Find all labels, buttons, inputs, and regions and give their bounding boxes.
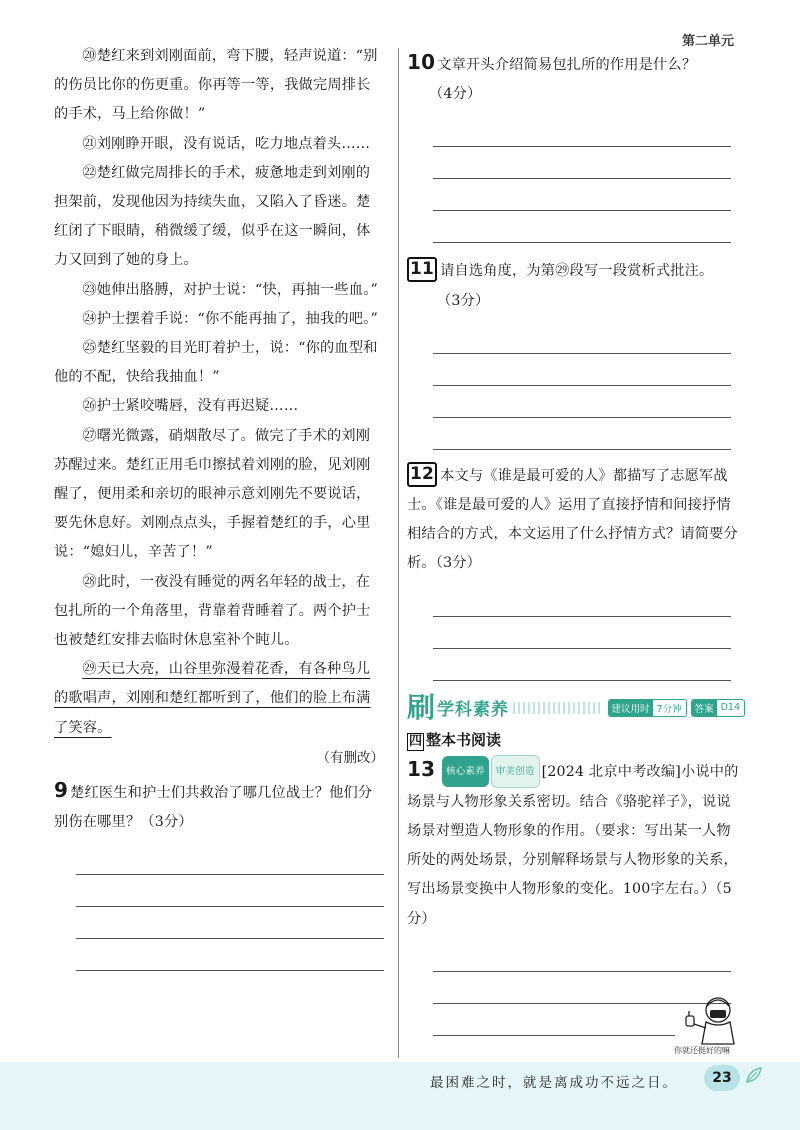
question-13-text: [2024 北京中考改编]小说中的场景与人物形象关系密切。结合《骆驼祥子》，说说场景对塑造人物形象的作用。（要求：写出某一人物所处的两处场景，分别解释场景与人物形象的关系，写出场景变换中人物形象的变化。100字左右。）（5分） <box>407 763 739 927</box>
answer-line[interactable] <box>433 1004 675 1036</box>
answer-line[interactable] <box>76 907 384 939</box>
question-9 <box>54 776 384 837</box>
question-12-text: 本文与《谁是最可爱的人》都描写了志愿军战士。《谁是最可爱的人》运用了直接抒情和间接抒情相结合的方式，本文运用了什么抒情方式？请简要分析。（3分） <box>407 467 738 572</box>
question-10-answer-area[interactable] <box>407 115 745 243</box>
footer-band <box>0 1062 800 1130</box>
unit-label: 第二单元 <box>681 34 734 49</box>
leaf-icon <box>743 1064 765 1086</box>
brush-icon: 刷 <box>407 690 436 724</box>
column-divider <box>398 48 399 1058</box>
passage-paragraph-28: ㉘此时，一夜没有睡觉的两名年轻的战士，在包扎所的一个角落里，背靠着背睡着了。两个护士也被楚红安排去临时休息室补个盹儿。 <box>54 573 371 649</box>
passage-paragraph-22: ㉒楚红做完周排长的手术，疲惫地走到刘刚的担架前，发现他因为持续失血，又陷入了昏迷。楚红闭了下眼睛，稍微缓了缓，似乎在这一瞬间，体力又回到了她的身上。 <box>54 164 371 269</box>
answer-line[interactable] <box>433 322 731 354</box>
aesthetic-creation-tag: 审美创造 <box>491 755 540 788</box>
answer-line[interactable] <box>433 147 731 179</box>
question-11 <box>407 257 745 286</box>
question-10-score: （4分） <box>429 86 482 103</box>
right-column <box>407 48 745 1100</box>
answer-line[interactable] <box>433 585 731 617</box>
answer-line[interactable] <box>433 649 731 681</box>
subsection-label: 整本书阅读 <box>426 730 502 749</box>
passage-paragraph-23: ㉓她伸出胳膊，对护士说：“快，再抽一些血。” <box>82 281 378 298</box>
answer-line[interactable] <box>433 940 731 972</box>
answer-value: D14 <box>717 701 744 714</box>
passage-paragraph-21: ㉑刘刚睁开眼，没有说话，吃力地点着头…… <box>82 135 371 152</box>
footer-motto: 最困难之时，就是离成功不远之日。 <box>430 1075 678 1091</box>
answer-line[interactable] <box>433 418 731 450</box>
left-column <box>54 42 384 971</box>
answer-line[interactable] <box>433 617 731 649</box>
passage-paragraph-27: ㉗曙光微露，硝烟散尽了。做完了手术的刘刚苏醒过来。楚红正用毛巾擦拭着刘刚的脸，见刘刚醒了，便用柔和亲切的眼神示意刘刚先不要说话，要先休息好。刘刚点点头，手握着楚红的手，心里说：“媳妇儿，辛苦了！” <box>54 427 371 561</box>
question-9-answer-area[interactable] <box>54 843 384 971</box>
question-10-text: 文章开头介绍简易包扎所的作用是什么？ <box>437 57 697 73</box>
page-number: 23 <box>704 1065 740 1091</box>
sticker-caption: 你就还挺好的嘛 <box>674 1046 730 1055</box>
question-12-number: 12 <box>407 462 437 487</box>
answer-line[interactable] <box>433 211 731 243</box>
passage-paragraph-20: ⑳楚红来到刘刚面前，弯下腰，轻声说道：“别的伤员比你的伤更重。你再等一等，我做完周排长的手术，马上给你做！” <box>54 48 378 123</box>
passage-paragraph-25: ㉕楚红坚毅的目光盯着护士，说：“你的血型和他的不配，快给我抽血！” <box>54 340 378 386</box>
answer-line[interactable] <box>433 179 731 211</box>
question-9-number: 9 <box>54 777 69 802</box>
question-11-answer-area[interactable] <box>407 322 745 450</box>
question-10 <box>407 48 745 80</box>
question-11-text: 请自选角度，为第㉙段写一段赏析式批注。 <box>440 263 714 280</box>
question-11-number: 11 <box>407 257 437 282</box>
source-note: （有删改） <box>316 749 384 766</box>
answer-badge <box>691 699 745 717</box>
time-value: 7分钟 <box>653 700 686 716</box>
subsection-number: 四 <box>409 733 423 749</box>
question-12 <box>407 462 745 579</box>
answer-line[interactable] <box>433 115 731 147</box>
answer-label: 答案 <box>692 700 717 716</box>
section-title: 学科素养 <box>437 700 510 721</box>
passage-paragraph-26: ㉖护士紧咬嘴唇，没有再迟疑…… <box>82 398 299 415</box>
question-11-score: （3分） <box>437 292 490 309</box>
answer-line[interactable] <box>76 843 384 875</box>
passage-paragraph-29-underlined: ㉙天已大亮，山谷里弥漫着花香，有各种鸟儿的歌唱声，刘刚和楚红都听到了，他们的脸上布满了笑容。 <box>54 661 371 736</box>
subsection-title <box>407 729 745 751</box>
answer-line[interactable] <box>76 939 384 971</box>
answer-line[interactable] <box>76 875 384 907</box>
decorative-stripes <box>513 702 600 714</box>
core-literacy-tag: 核心素养 <box>442 756 489 787</box>
time-badge <box>608 699 687 717</box>
answer-line[interactable] <box>433 354 731 386</box>
passage-paragraph-24: ㉔护士摆着手说：“你不能再抽了，抽我的吧。” <box>82 310 378 327</box>
question-10-number: 10 <box>407 50 436 74</box>
question-9-text: 楚红医生和护士们共救治了哪几位战士？他们分别伤在哪里？（3分） <box>54 784 373 831</box>
subject-literacy-banner <box>407 690 745 724</box>
question-12-answer-area[interactable] <box>407 585 745 681</box>
question-13 <box>407 755 745 934</box>
answer-line[interactable] <box>433 386 731 418</box>
time-label: 建议用时 <box>609 700 653 716</box>
question-13-number: 13 <box>407 756 436 781</box>
